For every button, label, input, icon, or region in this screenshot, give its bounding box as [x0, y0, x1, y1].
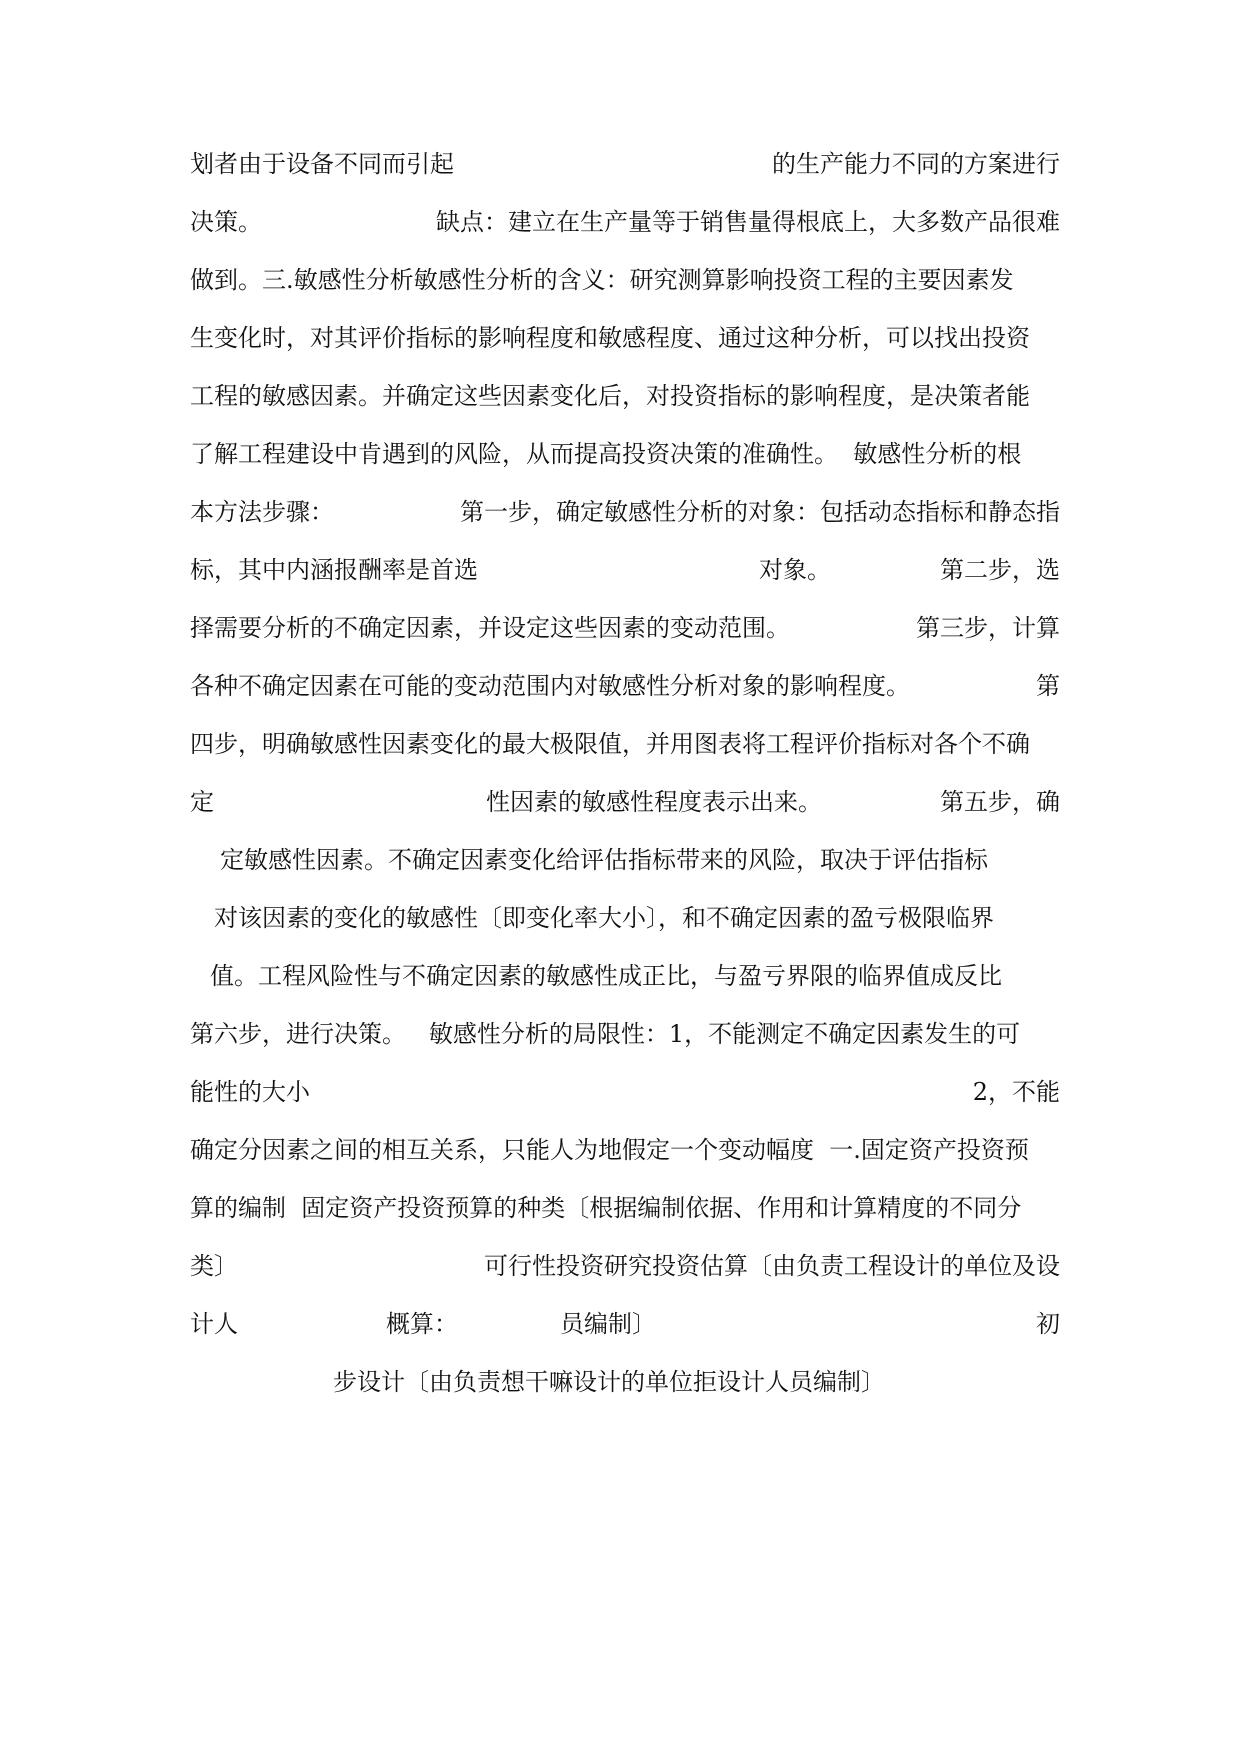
text-segment: 第	[1036, 672, 1060, 700]
text-segment: 第一步，确定敏感性分析的对象：包括动态指标和静态指	[460, 498, 1060, 526]
text-line	[190, 434, 1060, 474]
text-line	[190, 202, 1060, 242]
text-segment: 概算：	[386, 1310, 458, 1338]
text-line	[190, 492, 1060, 532]
text-segment: 择需要分析的不确定因素，并设定这些因素的变动范围。	[190, 614, 790, 642]
text-segment: 第二步，选	[940, 556, 1060, 584]
text-line	[190, 840, 1060, 880]
text-line	[190, 318, 1060, 358]
text-segment: 对象。	[759, 556, 831, 584]
text-line	[190, 608, 1060, 648]
text-segment: 定	[190, 788, 214, 816]
text-segment: 步设计〔由负责想干嘛设计的单位拒设计人员编制〕	[333, 1368, 885, 1396]
text-segment: 2，不能	[972, 1078, 1060, 1106]
text-segment: 做到。三.敏感性分析敏感性分析的含义：研究测算影响投资工程的主要因素发	[190, 266, 1014, 294]
text-segment: 员编制〕	[560, 1310, 656, 1338]
text-line	[190, 1362, 1060, 1402]
text-line	[190, 898, 1060, 938]
text-segment: 初	[1036, 1310, 1060, 1338]
text-line	[190, 260, 1060, 300]
text-line	[190, 724, 1060, 764]
text-line	[190, 550, 1060, 590]
text-segment: 四步，明确敏感性因素变化的最大极限值，并用图表将工程评价指标对各个不确	[190, 730, 1030, 758]
text-segment: 决策。	[190, 208, 262, 236]
text-segment: 定敏感性因素。不确定因素变化给评估指标带来的风险，取决于评估指标	[220, 846, 988, 874]
text-segment: 类〕	[190, 1252, 238, 1280]
text-segment: 算的编制 固定资产投资预算的种类〔根据编制依据、作用和计算精度的不同分	[190, 1194, 1022, 1222]
text-line	[190, 666, 1060, 706]
text-segment: 第五步，确	[940, 788, 1060, 816]
text-segment: 计人	[190, 1310, 238, 1338]
text-segment: 各种不确定因素在可能的变动范围内对敏感性分析对象的影响程度。	[190, 672, 910, 700]
text-segment: 第六步，进行决策。 敏感性分析的局限性：1，不能测定不确定因素发生的可	[190, 1020, 1021, 1048]
text-line	[190, 1188, 1060, 1228]
text-line	[190, 1304, 1060, 1344]
text-segment: 第三步，计算	[916, 614, 1060, 642]
text-segment: 了解工程建设中肯遇到的风险，从而提高投资决策的准确性。 敏感性分析的根	[190, 440, 1022, 468]
text-line	[190, 782, 1060, 822]
text-segment: 生变化时，对其评价指标的影响程度和敏感程度、通过这种分析，可以找出投资	[190, 324, 1030, 352]
text-segment: 确定分因素之间的相互关系，只能人为地假定一个变动幅度 一.固定资产投资预	[190, 1136, 1029, 1164]
text-segment: 标，其中内涵报酬率是首选	[190, 556, 478, 584]
text-segment: 的生产能力不同的方案进行	[772, 150, 1060, 178]
text-line	[190, 1014, 1060, 1054]
text-line	[190, 1072, 1060, 1112]
text-segment: 可行性投资研究投资估算〔由负责工程设计的单位及设	[484, 1252, 1060, 1280]
text-segment: 能性的大小	[190, 1078, 310, 1106]
text-segment: 对该因素的变化的敏感性〔即变化率大小〕，和不确定因素的盈亏极限临界	[214, 904, 994, 932]
text-segment: 缺点：建立在生产量等于销售量得根底上，大多数产品很难	[436, 208, 1060, 236]
text-line	[190, 1246, 1060, 1286]
text-line	[190, 144, 1060, 184]
text-segment: 性因素的敏感性程度表示出来。	[486, 788, 822, 816]
text-line	[190, 1130, 1060, 1170]
text-line	[190, 956, 1060, 996]
text-segment: 划者由于设备不同而引起	[190, 150, 454, 178]
text-line	[190, 376, 1060, 416]
text-segment: 本方法步骤：	[190, 498, 334, 526]
text-segment: 工程的敏感因素。并确定这些因素变化后，对投资指标的影响程度，是决策者能	[190, 382, 1030, 410]
text-segment: 值。工程风险性与不确定因素的敏感性成正比，与盈亏界限的临界值成反比	[210, 962, 1002, 990]
